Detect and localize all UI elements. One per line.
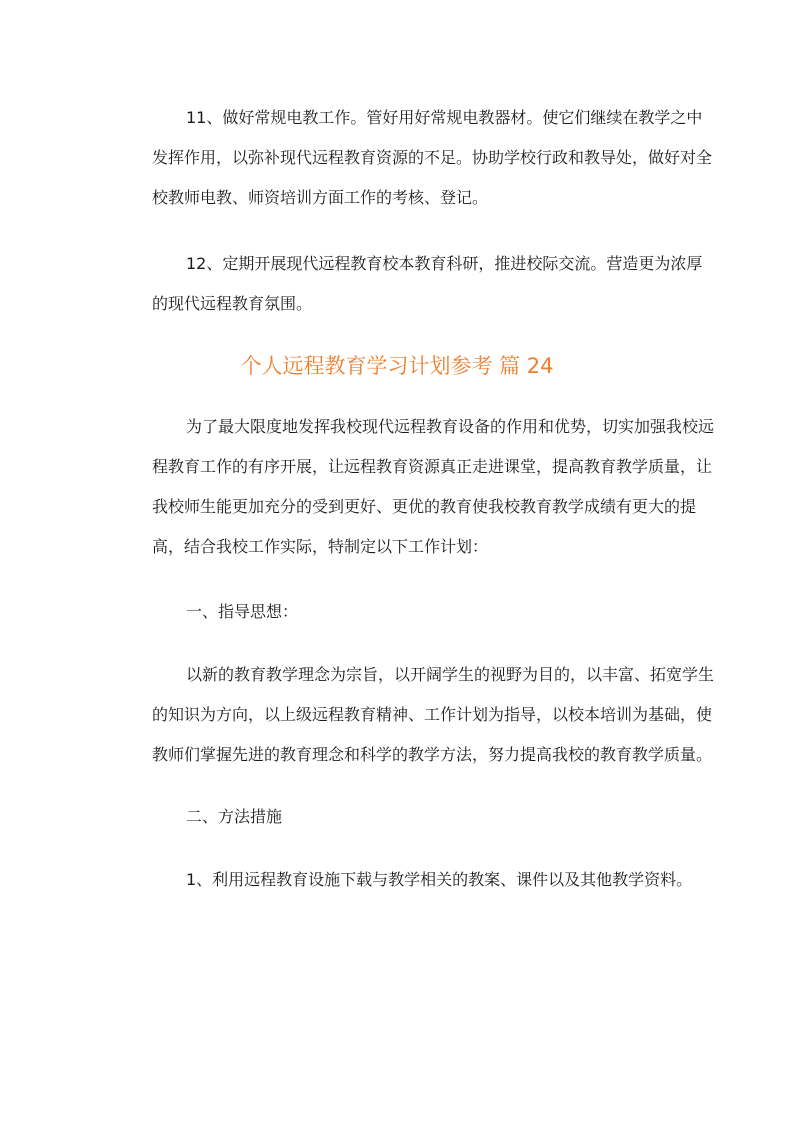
text-line: 一、指导思想： — [186, 602, 299, 621]
text-line: 高，结合我校工作实际，特制定以下工作计划： — [152, 537, 489, 556]
list-item-1 — [118, 860, 693, 900]
text-line: 二、方法措施 — [186, 807, 283, 826]
text-line: 为了最大限度地发挥我校现代远程教育设备的作用和优势，切实加强我校远 — [186, 417, 715, 436]
text-line: 发挥作用，以弥补现代远程教育资源的不足。协助学校行政和教导处，做好对全 — [152, 148, 713, 167]
text-line: 11、做好常规电教工作。管好用好常规电教器材。使它们继续在教学之中 — [186, 108, 703, 127]
paragraph-intro — [118, 407, 715, 567]
text-line: 的现代远程教育氛围。 — [152, 294, 313, 313]
text-line: 教师们掌握先进的教育理念和科学的教学方法，努力提高我校的教育教学质量。 — [152, 745, 713, 764]
text-line: 程教育工作的有序开展，让远程教育资源真正走进课堂，提高教育教学质量，让 — [152, 457, 713, 476]
section1-body — [118, 655, 715, 775]
text-line: 12、定期开展现代远程教育校本教育科研，推进校际交流。营造更为浓厚 — [186, 254, 703, 273]
text-line: 以新的教育教学理念为宗旨，以开阔学生的视野为目的，以丰富、拓宽学生 — [186, 665, 715, 684]
text-line: 我校师生能更加充分的受到更好、更优的教育使我校教育教学成绩有更大的提 — [152, 497, 697, 516]
section2-title — [118, 797, 678, 837]
paragraph-item-11 — [118, 98, 713, 218]
text-line: 1、利用远程教育设施下载与教学相关的教案、课件以及其他教学资料。 — [186, 870, 693, 889]
section1-title — [118, 592, 678, 632]
text-line: 校教师电教、师资培训方面工作的考核、登记。 — [152, 188, 489, 207]
section-heading: 个人远程教育学习计划参考 篇 24 — [240, 354, 554, 378]
text-line: 的知识为方向，以上级远程教育精神、工作计划为指导，以校本培训为基础，使 — [152, 705, 713, 724]
paragraph-item-12 — [118, 244, 703, 324]
